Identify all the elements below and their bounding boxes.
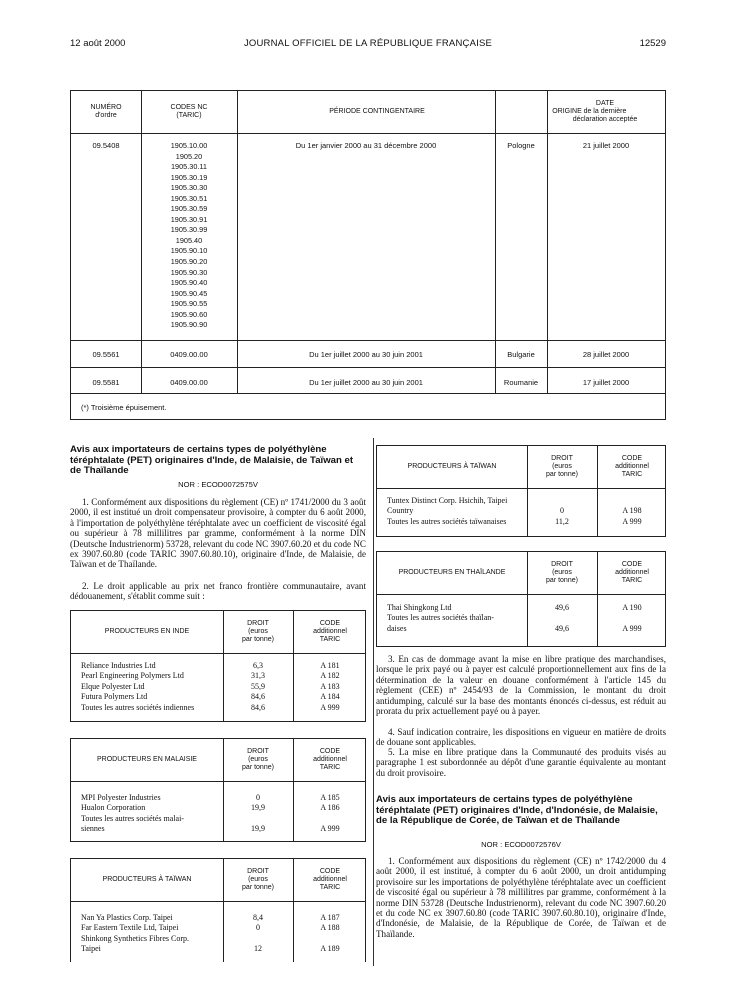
droit-value: 49,6	[555, 603, 569, 612]
producer-name: Toutes les autres sociétés malai- siennes	[81, 813, 184, 834]
journal-title: JOURNAL OFFICIEL DE LA RÉPUBLIQUE FRANÇAISE	[243, 38, 493, 49]
producers-table-malaisie	[70, 738, 366, 842]
row-divider	[71, 367, 665, 368]
col-header-droit: DROIT (euros par tonne)	[242, 748, 274, 771]
table-title: PRODUCTEURS EN THAÏLANDE	[398, 569, 506, 577]
notice1-paragraph-2: 2. Le droit applicable au prix net franco frontière communautaire, avant dédouanement, s'établit comme suit :	[70, 581, 366, 602]
taric-code: A 198	[622, 506, 642, 516]
row2-origine: Bulgarie	[507, 350, 535, 359]
taric-code: A 999	[622, 516, 642, 526]
producer-name: Far Eastern Textile Ltd, Taipei	[81, 923, 179, 933]
table-title: PRODUCTEURS À TAÏWAN	[102, 876, 192, 884]
producer-name: Elque Polyester Ltd	[81, 681, 145, 691]
droit-value: 0	[560, 506, 564, 516]
footnote: (*) Troisième épuisement.	[81, 403, 167, 412]
taric-code: A 999	[320, 702, 340, 712]
col-header-code: CODE additionnel TARIC	[313, 748, 347, 771]
table-row	[71, 661, 365, 671]
row2-periode: Du 1er juillet 2000 au 30 juin 2001	[309, 350, 423, 359]
col-header-droit: DROIT (euros par tonne)	[546, 561, 578, 584]
table-row	[71, 814, 365, 835]
row1-periode: Du 1er janvier 2000 au 31 décembre 2000	[295, 141, 437, 150]
col-divider	[237, 91, 238, 393]
producer-name: Nan Ya Plastics Corp. Taipei	[81, 913, 173, 922]
row3-date: 17 juillet 2000	[582, 378, 630, 387]
producer-name: Reliance Industries Ltd	[81, 661, 156, 670]
table-row	[71, 671, 365, 681]
producers-table-inde	[70, 610, 366, 722]
col-header-code: CODE additionnel TARIC	[615, 455, 649, 478]
table-row	[71, 682, 365, 692]
table-row	[71, 923, 365, 933]
droit-value: 12	[254, 944, 262, 954]
taric-code: A 186	[320, 803, 340, 813]
table-row	[377, 496, 665, 517]
row3-origine: Roumanie	[503, 378, 539, 387]
table-row	[377, 613, 665, 634]
row3-periode: Du 1er juillet 2000 au 30 juin 2001	[309, 378, 423, 387]
producer-name: Tuntex Distinct Corp. Hsichih, Taipei Country	[387, 496, 508, 516]
producer-name: Toutes les autres sociétés taïwanaises	[387, 516, 507, 526]
producer-name: Toutes les autres sociétés indiennes	[81, 702, 195, 712]
col-divider	[495, 91, 496, 393]
row1-origine: Pologne	[507, 141, 535, 150]
page-number: 12529	[639, 38, 666, 49]
droit-value: 8,4	[253, 913, 263, 922]
table-row	[71, 793, 365, 803]
producer-name: MPI Polyester Industries	[81, 793, 161, 802]
col-header-droit: DROIT (euros par tonne)	[242, 620, 274, 643]
taric-code: A 188	[320, 923, 340, 933]
notice2-title: Avis aux importateurs de certains types de polyéthylène téréphtalate (PET) originaires d'Inde, d'Indonésie, de Malaisie, de la République de Corée, de Taïwan et de Thaïlande	[376, 794, 658, 826]
col-header-numero: NUMÉRO d'ordre	[90, 104, 122, 119]
row1-date: 21 juillet 2000	[582, 141, 630, 150]
droit-value: 0	[256, 923, 260, 933]
row2-numero: 09.5561	[92, 350, 120, 359]
notice1-paragraph-1: 1. Conformément aux dispositions du règlement (CE) nº 1741/2000 du 3 août 2000, il est institué un droit compensateur provisoire, à compter du 6 août 2000, à l'importation de polyéthylène téréphtalate avec un coefficient de viscosité égal ou supérieur à 78 millilitres par gramme, conformément à la norme DIN (Deutsche Industrienorm) 53728, relevant du code NC 3907.60.20 et du code NC ex 3907.60.80 (code TARIC 3907.60.80.10), originaire d'Inde, de Malaisie, de Taïwan et de Thaïlande.	[70, 497, 366, 570]
notice2-nor: NOR : ECOD0072576V	[481, 840, 561, 849]
table-row	[71, 913, 365, 923]
droit-value: 55,9	[251, 681, 265, 691]
table-row	[71, 703, 365, 713]
taric-code: A 183	[320, 681, 340, 691]
producers-table-taiwan-continued	[376, 445, 666, 537]
taric-code: A 999	[622, 623, 642, 633]
taric-code: A 190	[622, 603, 642, 612]
row3-numero: 09.5581	[92, 378, 120, 387]
table-row	[377, 603, 665, 613]
taric-code: A 185	[320, 793, 340, 802]
notice1-paragraph-4: 4. Sauf indication contraire, les dispositions en vigueur en matière de droits de douane sont applicables.	[376, 727, 666, 748]
notice2-paragraph-1: 1. Conformément aux dispositions du règlement (CE) nº 1742/2000 du 4 août 2000, il est institué, à compter du 6 août 2000, un droit antidumping provisoire sur les importations de polyéthylène téréphtalate avec un coefficient de viscosité égal ou supérieur à 78 millilitres par gramme, conformément à la norme DIN 53728 (Deutsche Industrienorm), relevant du code NC 3907.60.20 et du code NC ex 3907.60.80 (code TARIC 3907.60.80.10), originaire d'Inde, d'Indonésie, de Malaisie, de la République de Corée, de Taïwan et de Thaïlande.	[376, 856, 666, 939]
col-header-origine: ORIGINE	[552, 108, 582, 115]
taric-code: A 189	[320, 944, 340, 954]
table-title: PRODUCTEURS EN INDE	[104, 628, 190, 636]
table-row	[377, 517, 665, 527]
notice1-title: Avis aux importateurs de certains types de polyéthylène téréphtalate (PET) originaires d'Inde, de Malaisie, de Taïwan et de Thaïlande	[70, 444, 354, 476]
col-header-code: CODE additionnel TARIC	[313, 620, 347, 643]
droit-value: 0	[256, 793, 260, 802]
droit-value: 19,9	[251, 803, 265, 813]
droit-value: 84,6	[251, 692, 265, 702]
notice1-paragraph-3: 3. En cas de dommage avant la mise en libre pratique des marchandises, lorsque le prix payé ou à payer est calculé proportionnellement aux fins de la détermination de la valeur en douane conformément à l'article 145 du règlement (CEE) nº 2454/93 de la Commission, le montant du droit antidumping, calculé sur la base des montants énoncés ci-dessus, est réduit au prorata du prix actuellement payé ou à payer.	[376, 654, 666, 717]
col-header-droit: DROIT (euros par tonne)	[242, 868, 274, 891]
producer-name: Shinkong Synthetics Fibres Corp. Taipei	[81, 933, 190, 954]
producers-table-thailande	[376, 551, 666, 647]
col-divider	[547, 91, 548, 393]
droit-value: 11,2	[555, 516, 569, 526]
page-header	[70, 38, 666, 52]
table-title: PRODUCTEURS À TAÏWAN	[407, 463, 497, 471]
droit-value: 84,6	[251, 702, 265, 712]
taric-code: A 184	[320, 692, 340, 702]
col-header-periode: PÉRIODE CONTINGENTAIRE	[329, 108, 425, 115]
row2-codes: 0409.00.00	[170, 350, 208, 359]
col-header-code: CODE additionnel TARIC	[615, 561, 649, 584]
row2-date: 28 juillet 2000	[582, 350, 630, 359]
producers-table-taiwan	[70, 858, 366, 962]
row1-numero: 09.5408	[92, 141, 120, 150]
droit-value: 6,3	[253, 661, 263, 670]
col-header-codes: CODES NC (TARIC)	[170, 104, 208, 119]
table-row	[71, 934, 365, 955]
col-header-date: DATE de la dernière déclaration acceptée	[572, 100, 638, 123]
notice1-paragraph-5: 5. La mise en libre pratique dans la Communauté des produits visés au paragraphe 1 est subordonnée au dépôt d'une garantie équivalente au montant du droit provisoire.	[376, 747, 666, 778]
col-header-droit: DROIT (euros par tonne)	[546, 455, 578, 478]
column-divider	[373, 438, 374, 966]
taric-code: A 187	[320, 913, 340, 922]
producer-name: Pearl Engineering Polymers Ltd	[81, 671, 184, 681]
col-header-code: CODE additionnel TARIC	[313, 868, 347, 891]
producer-name: Toutes les autres sociétés thaïlan- daises	[387, 613, 494, 633]
droit-value: 49,6	[555, 623, 569, 633]
taric-code: A 181	[320, 661, 340, 670]
row-divider	[71, 393, 665, 394]
table-row	[71, 803, 365, 813]
header-date: 12 août 2000	[70, 38, 126, 49]
droit-value: 31,3	[251, 671, 265, 681]
taric-code: A 182	[320, 671, 340, 681]
notice1-nor: NOR : ECOD0072575V	[178, 480, 258, 489]
table-title: PRODUCTEURS EN MALAISIE	[97, 756, 197, 764]
producer-name: Hualon Corporation	[81, 803, 146, 813]
row3-codes: 0409.00.00	[170, 378, 208, 387]
row-divider	[71, 340, 665, 341]
row1-codes: 1905.10.00 1905.20 1905.30.11 1905.30.19 1905.30.30 1905.30.51 1905.30.59 1905.30.91 1905.30.99 1905.40 1905.90.10 1905.90.20 1905.90.30 1905.90.40 1905.90.45 1905.90.55 1905.90.60 1905.90.90	[170, 141, 208, 330]
taric-code: A 999	[320, 824, 340, 834]
producer-name: Futura Polymers Ltd	[81, 692, 148, 702]
producer-name: Thai Shingkong Ltd	[387, 603, 452, 612]
droit-value: 19,9	[251, 824, 265, 834]
quota-table	[70, 90, 666, 420]
table-row	[71, 692, 365, 702]
